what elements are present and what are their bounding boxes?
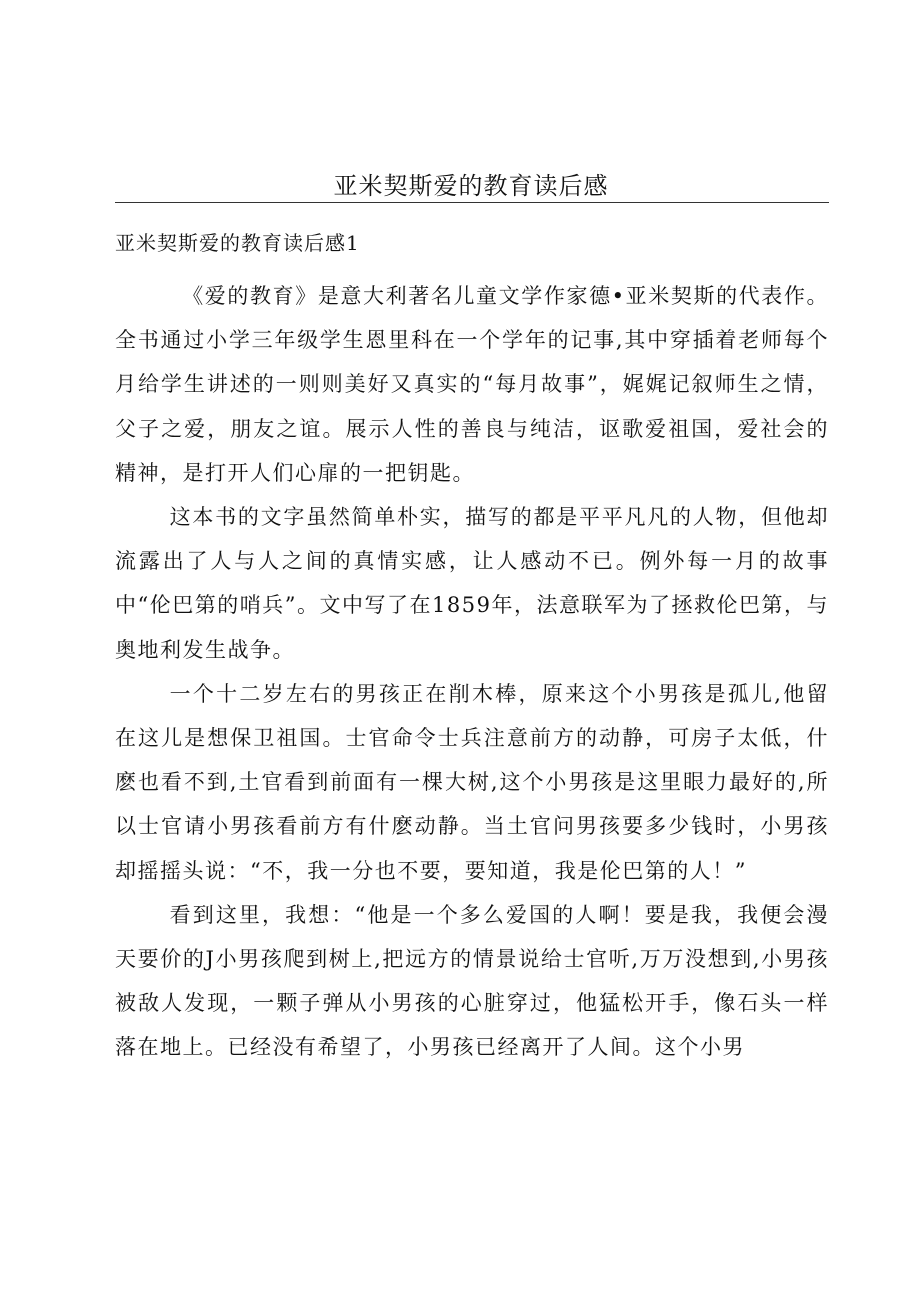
title-underline [115,202,829,203]
paragraph: 看到这里，我想：“他是一个多么爱国的人啊！要是我，我便会漫天要价的J小男孩爬到树上,把远方的情景说给士官听,万万没想到,小男孩被敌人发现，一颗子弹从小男孩的心脏穿过，他猛松开手，像石头一样落在地上。已经没有希望了，小男孩已经离开了人间。这个小男 [115,902,829,1060]
document-title: 亚米契斯爱的教育读后感 [333,172,609,200]
section-subtitle: 亚米契斯爱的教育读后感1 [115,231,360,255]
paragraph: 一个十二岁左右的男孩正在削木棒，原来这个小男孩是孤儿,他留在这儿是想保卫祖国。士官命令士兵注意前方的动静，可房子太低，什麽也看不到,土官看到前面有一棵大树,这个小男孩是这里眼力最好的,所以士官请小男孩看前方有什麽动静。当土官问男孩要多少钱时，小男孩却摇摇头说：“不，我一分也不要，要知道，我是伦巴第的人！” [115,681,829,883]
paragraph: 这本书的文字虽然简单朴实，描写的都是平平凡凡的人物，但他却流露出了人与人之间的真情实感，让人感动不已。例外每一月的故事中“伦巴第的哨兵”。文中写了在1859年，法意联军为了拯救伦巴第，与奥地利发生战争。 [115,505,829,662]
body-text [115,274,829,1070]
paragraph: 《爱的教育》是意大利著名儿童文学作家德•亚米契斯的代表作。全书通过小学三年级学生恩里科在一个学年的记事,其中穿插着老师每个月给学生讲述的一则则美好又真实的“每月故事”，娓娓记叙师生之情，父子之爱，朋友之谊。展示人性的善良与纯洁，讴歌爱祖国，爱社会的精神，是打开人们心扉的一把钥匙。 [115,284,829,485]
